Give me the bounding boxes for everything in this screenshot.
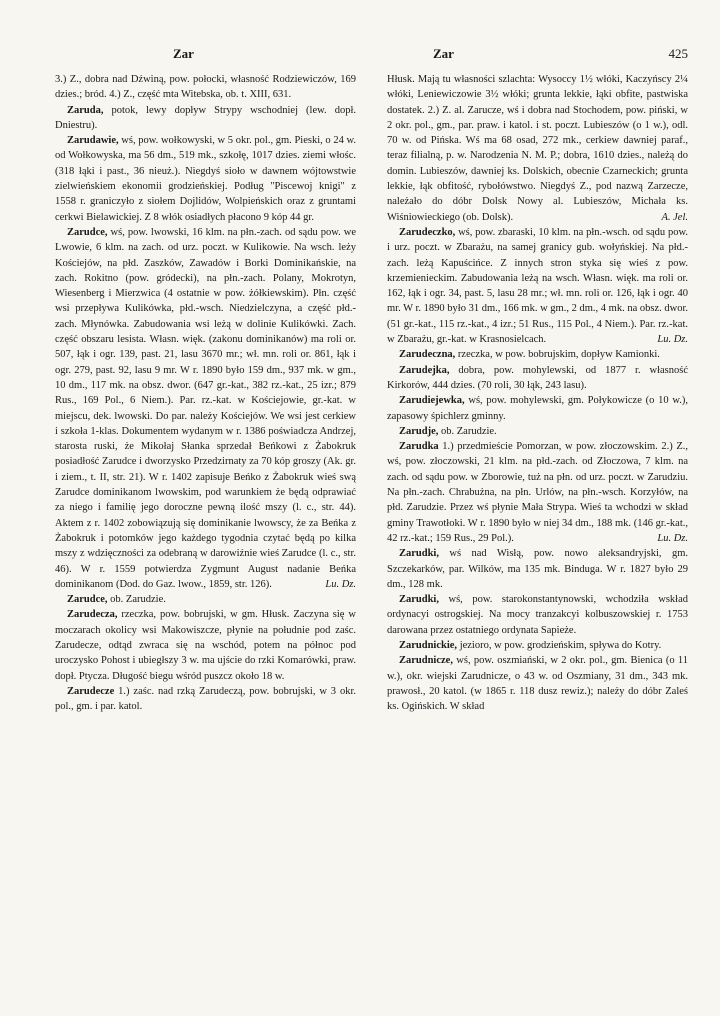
entry-text: wś, pow. oszmiański, w 2 okr. pol., gm. Bienica (o 11 w.), okr. wiejski Zarudnicze, o 43 w. od Oszmiany, 31 dm., 343 mk. prawosł., 20 katol. (w 1865 r. 118 dusz rewiz.); należy do dóbr Zaleś ks. Ogińskich. W skład: [387, 655, 688, 713]
entry-headword: Zarudnickie,: [399, 639, 458, 651]
entry-text: wś, pow. lwowski, 16 klm. na płn.-zach. od sądu pow. we Lwowie, 6 klm. na zach. od urz. poczt. w Kulikowie. Na wsch. leży Kościejów, na płd. Zaszków, Zawadów i Borki Dominikańskie, na zach. Rokitno (pow. gródecki), na płn.-zach. Polany, Mokrotyn, Wiesenberg i Mierzwica (4 ostatnie w pow. żółkiewskim). Płn. część wsi przepływa Kulikówka, płd.-wsch. Niedzielczyna, a część płd.-zach. Młynówka. Zabudowania wsi leżą w dolinie Kulikówki. Zach. część obszaru lesista. Własn. więk. (zakonu dominikanów) ma roli or. 507, łąk i ogr. 139, past. 21, lasu 3670 mr.; wł. mn. roli or. 861, łąk i ogr. 279, past. 92, lasu 9 mr. W r. 1890 było 159 dm., 937 mk. w gm., 10 dm., 117 mk. na obsz. dwor. (647 gr.-kat., 382 rz.-kat., 25 izr.; 879 Rus., 169 Pol., 6 Niem.). Par. rz.-kat. w Kościejowie, gr.-kat. w miejscu, dek. lwowski. Do par. należy Kościejów. We wsi jest cerkiew i szkoła 1-klas. Dokumentem wydanym w r. 1386 poświadcza Andrzej, starosta ruski, że Mikołaj Słanka sprzedał Beńkowi z Żabokruk posiadłość Zarudce i dworzysko Przedzirnaty za 70 kóp groszy (Ak. gr. i ziem., t. II, str. 21). W r. 1402 zapisuje Beńko z Żabokruk wieś swą Zarudce dominikanom lwowskim, pod warunkiem że będą odprawiać za niego i familię jego doroczne pewną ilość mszy (l. c., str. 44). Aktem z r. 1402 zobowiązują się dominikanie lwowscy, że za Beńka z Żabokruk i potomków jego każdego tygodnia czytać będą po kilka mszy z wdzięczności za odebraną w darowiźnie wieś Zarudce (l. c., str. 46). W r. 1559 potwierdza Zygmunt August nadanie Beńka dominikanom (Dod. do Gaz. lwow., 1859, str. 126).: [55, 226, 356, 590]
entry-text: 1.) zaśc. nad rzką Zarudeczą, pow. bobrujski, w 3 okr. pol., gm. i par. katol.: [55, 685, 356, 713]
running-head-left: Zar: [173, 46, 194, 61]
entry-text: 3.) Z., dobra nad Dźwiną, pow. połocki, własność Rodziewiczów, 169 dzies.; bród. 4.) Z., część mta Witebska, ob. t. XIII, 631.: [55, 74, 356, 101]
entry-text: ob. Zarudzie.: [107, 594, 166, 606]
entry-headword: Zarudiejewka,: [399, 395, 465, 407]
entry-text: wś, pow. mohylewski, gm. Połykowicze (o 10 w.), zapasowy śpichlerz gminny.: [387, 395, 688, 422]
entry-text: potok, lewy dopływ Strypy wschodniej (lew. dopł. Dniestru).: [55, 104, 356, 131]
entry-author: Lu. Dz.: [325, 578, 356, 590]
entry-text: dobra, pow. mohylewski, od 1877 r. własność Kirkorów, 444 dzies. (70 roli, 30 łąk, 243 lasu).: [387, 364, 688, 391]
entry-text: wś, pow. zbaraski, 10 klm. na płn.-wsch. od sądu pow. i urz. poczt. w Zbarażu, na samej granicy gub. wołyńskiej. Na płd.-zach. leżą Kapuścińce. Z innych stron styka się wieś z pow. krzemienieckim. Zabudowania leżą na wsch. Własn. więk. ma roli or. 162, łąk i ogr. 34, past. 5, lasu 28 mr.; wł. mn. roli or. 126, łąk i ogr. 40 mr. W r. 1890 było 31 dm., 166 mk. w gm., 2 dm., 4 mk. na obsz. dwor. (51 gr.-kat., 115 rz.-kat., 4 izr.; 51 Rus., 115 Pol., 4 Niem.). Par. rz.-kat. w Zbarażu, gr.-kat. w Krasnosielcach.: [387, 226, 688, 346]
entry-author: A. Jel.: [661, 211, 688, 223]
entry-headword: Zarudka: [399, 441, 439, 453]
entry-headword: Zarudecze: [67, 685, 115, 697]
dictionary-entry: [387, 546, 688, 592]
dictionary-entry: [387, 424, 688, 439]
page-number: 425: [668, 46, 688, 61]
entry-headword: Zarudecza,: [67, 609, 118, 621]
entry-text: rzeczka, w pow. bobrujskim, dopływ Kamionki.: [455, 349, 660, 361]
entry-headword: Zarudje,: [399, 425, 439, 437]
entry-text: wś, pow. starokonstantynowski, wchodziła wskład ordynacyi ostrogskiej. Na mocy tranzakcyi kolbuszowskiej r. 1753 darowana przez ostatniego ordynata Sapieże.: [387, 594, 688, 636]
dictionary-entry: [55, 133, 356, 225]
dictionary-entry: [387, 592, 688, 638]
entry-headword: Zarudki,: [399, 594, 439, 606]
entry-text: 1.) przedmieście Pomorzan, w pow. złoczowskim. 2.) Z., wś, pow. złoczowski, 21 klm. na płd.-zach. od Złoczowa, 7 klm. na zach. od sądu pow. w Zborowie, tuż na płn. od urz. poczt. w Zarudziu. Na płn.-zach. Chrabużna, na płn. Urlów, na płn.-wsch. Korzyłów, na płd. Zarudzie. Przez wś płynie Mała Strypa. Wieś ta wchodzi w skład gminy Trawotłoki. W r. 1890 było w niej 34 dm., 188 mk. (146 gr.-kat., 42 rz.-kat.; 159 Rus., 29 Pol.).: [387, 441, 688, 544]
entry-text: wś nad Wisłą, pow. nowo aleksandryjski, gm. Szczekarków, par. Wilków, ma 135 mk. Bindugа. W r. 1827 było 29 dm., 128 mk.: [387, 548, 688, 590]
entry-headword: Zarudeczko,: [399, 226, 456, 238]
entry-headword: Zarudawie,: [67, 135, 119, 147]
entry-text: Hłusk. Mają tu własności szlachta: Wysoccy 1½ włóki, Kaczyńscy 2¼ włóki, Leniewiczowie 3½ włóki; grunta lekkie, łąki obfite, pastwiska dostatek. 2.) Z. al. Zarucze, wś i dobra nad Stochodem, pow. piński, w 2 okr. pol., gm., par. praw. i katol. i st. poczt. Lubieszów (o 1 w.), odl. 70 w. od Pińska. Wś ma 68 osad, 272 mk., cerkiew dawniej paraf., teraz filialną, p. w. Narodzenia N. M. P.; dobra, 1610 dzies., należą do domin. Lubieszów, dawniej ks. Dolskich, obecnie Czarneckich; grunta lekkie, łąk obfitość, rybołówstwo. Niegdyś Z., pod nazwą Zarzecze, należało do dóbr Dolsk Nowy al. Lubieszów, Michała ks. Wiśniowieckiego (ob. Dolsk).: [387, 74, 688, 223]
dictionary-entry: [387, 72, 688, 225]
dictionary-entry: [387, 638, 688, 653]
entry-author: Lu. Dz.: [657, 532, 688, 544]
entry-headword: Zarudejka,: [399, 364, 450, 376]
entry-headword: Zaruda,: [67, 104, 104, 116]
dictionary-entry: [387, 439, 688, 546]
dictionary-entry: [55, 225, 356, 592]
entry-text: wś, pow. wołkowyski, w 5 okr. pol., gm. Pieski, o 24 w. od Wołkowyska, ma 56 dm., 519 mk., szkołę, 1017 dzies. ziemi włośc. (318 łąki i past., 36 nieuż.). Niegdyś sioło w dawnem wójtowstwie zielwieńskiem ekonomii grodzieńskiej. Podług "Piscewoj knigi" z 1558 r. graniczyło z siołem Dojlidów, Wolpieńskich oraz z gruntami cerkwi Bielawickiej. Z 8 włók osiadłych płacono 9 kóp 44 gr.: [55, 135, 356, 223]
right-column: [387, 72, 688, 714]
entry-headword: Zarudce,: [67, 226, 108, 238]
dictionary-entry: [387, 653, 688, 714]
entry-headword: Zarudki,: [399, 548, 439, 560]
entry-headword: Zarudce,: [67, 594, 108, 606]
dictionary-entry: [387, 225, 688, 347]
dictionary-entry: [387, 393, 688, 424]
entry-text: ob. Zarudzie.: [438, 425, 497, 437]
entry-text: jezioro, w pow. grodzieńskim, spływa do Kotry.: [457, 639, 662, 651]
dictionary-entry: [55, 72, 356, 103]
dictionary-entry: [55, 592, 356, 607]
dictionary-entry: [387, 363, 688, 394]
left-column: [55, 72, 356, 714]
running-head-center: Zar: [433, 46, 454, 61]
entry-headword: Zarudnicze,: [399, 655, 453, 667]
entry-author: Lu. Dz.: [657, 334, 688, 346]
page-header: [55, 46, 688, 66]
text-columns: [55, 72, 688, 714]
dictionary-entry: [55, 103, 356, 134]
entry-headword: Zarudeczna,: [399, 349, 456, 361]
dictionary-entry: [55, 684, 356, 715]
dictionary-entry: [55, 607, 356, 683]
entry-text: rzeczka, pow. bobrujski, w gm. Hłusk. Zaczyna się w moczarach okolicy wsi Makowiszcze, płynie na południe pod zaśc. Zarudecze, odtąd zwraca się na wschód, potem na północ pod uroczysko Pohost i ubiegłszy 3 w. ma ujście do rzki Komarówki, praw. dopł. Ptycza. Długość biegu wśród puszcz około 18 w.: [55, 609, 356, 682]
dictionary-entry: [387, 347, 688, 362]
